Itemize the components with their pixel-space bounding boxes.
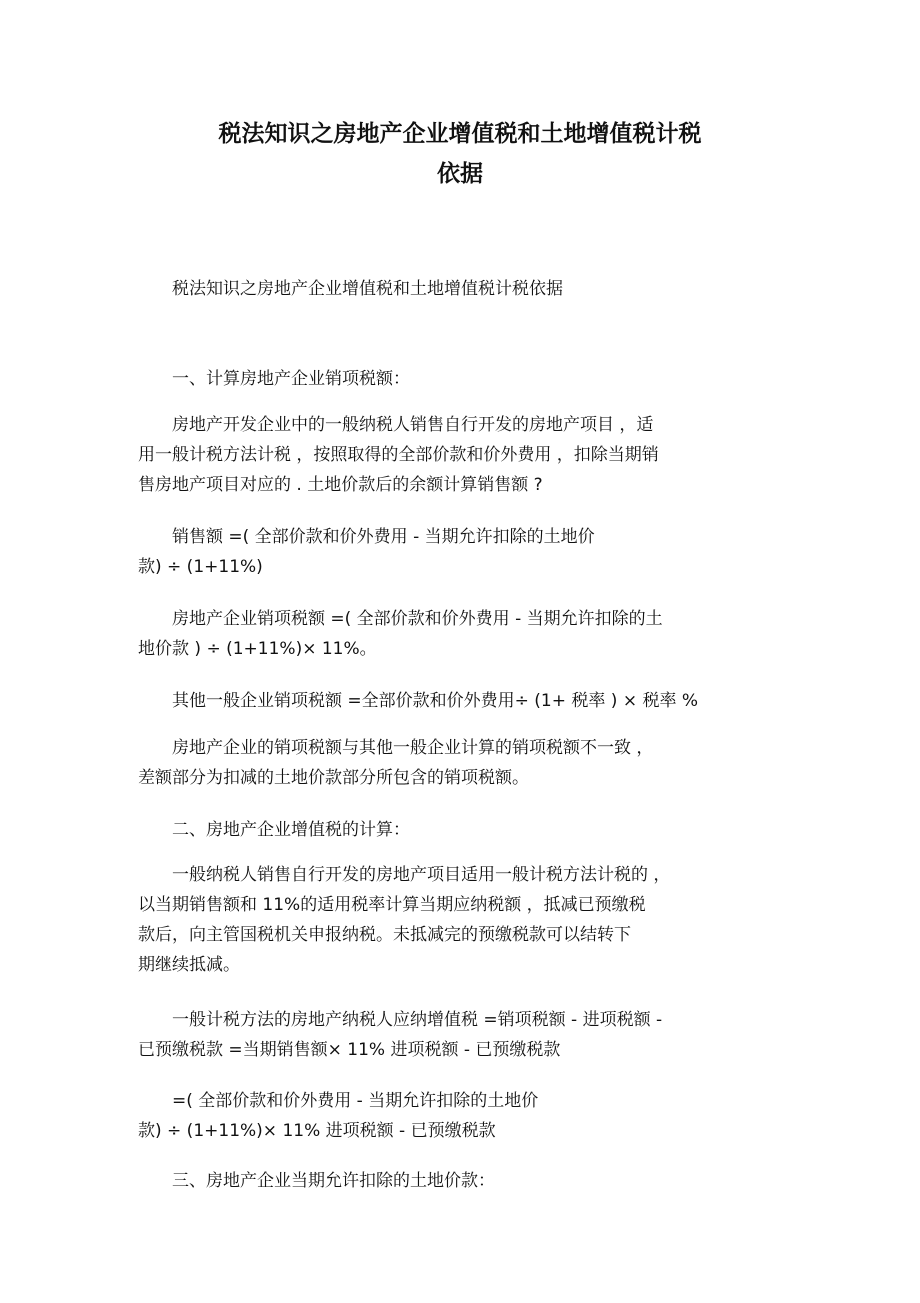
paragraph-line: 房地产企业的销项税额与其他一般企业计算的销项税额不一致 ， bbox=[172, 738, 654, 758]
section-heading-1-text: 一、计算房地产企业销项税额： bbox=[172, 369, 410, 389]
doc-title-line1: 税法知识之房地产企业增值税和土地增值税计税 bbox=[218, 121, 702, 147]
section-heading-2 bbox=[138, 815, 778, 845]
subtitle-text: 税法知识之房地产企业增值税和土地增值税计税依据 bbox=[172, 279, 563, 299]
formula-line: 一般计税方法的房地产纳税人应纳增值税 =销项税额 - 进项税额 - bbox=[172, 1010, 663, 1030]
paragraph-line: 款后，向主管国税机关申报纳税。未抵减完的预缴税款可以结转下 bbox=[138, 925, 631, 945]
paragraph-4 bbox=[138, 686, 778, 716]
paragraph-line: 售房地产项目对应的 . 土地价款后的余额计算销售额 ? bbox=[138, 475, 543, 495]
paragraph-1 bbox=[138, 410, 778, 500]
paragraph-2 bbox=[138, 522, 778, 582]
paragraph-8 bbox=[138, 1086, 778, 1146]
paragraph-line: 期继续抵减。 bbox=[138, 955, 240, 975]
paragraph-5 bbox=[138, 733, 778, 793]
paragraph-line: 房地产开发企业中的一般纳税人销售自行开发的房地产项目 ，适 bbox=[172, 415, 654, 435]
formula-line: 房地产企业销项税额 =( 全部价款和价外费用 - 当期允许扣除的土 bbox=[172, 609, 663, 629]
paragraph-line: 差额部分为扣减的土地价款部分所包含的销项税额。 bbox=[138, 768, 529, 788]
formula-line: 已预缴税款 =当期销售额× 11% 进项税额 - 已预缴税款 bbox=[138, 1040, 561, 1060]
section-heading-3-text: 三、房地产企业当期允许扣除的土地价款： bbox=[172, 1171, 495, 1191]
paragraph-line: 用一般计税方法计税 ，按照取得的全部价款和价外费用 ，扣除当期销 bbox=[138, 445, 659, 465]
paragraph-7 bbox=[138, 1005, 778, 1065]
formula-line: =( 全部价款和价外费用 - 当期允许扣除的土地价 bbox=[172, 1091, 539, 1111]
formula-line: 其他一般企业销项税额 =全部价款和价外费用÷ (1+ 税率 ) × 税率 % bbox=[172, 691, 699, 711]
doc-title-line2: 依据 bbox=[437, 161, 483, 187]
formula-line: 款) ÷ (1+11%) bbox=[138, 557, 263, 577]
formula-line: 地价款 ) ÷ (1+11%)× 11%。 bbox=[138, 639, 377, 659]
section-heading-1 bbox=[138, 364, 778, 394]
paragraph-6 bbox=[138, 860, 778, 980]
paragraph-line: 一般纳税人销售自行开发的房地产项目适用一般计税方法计税的 ， bbox=[172, 865, 671, 885]
section-heading-2-text: 二、房地产企业增值税的计算： bbox=[172, 820, 410, 840]
doc-subtitle bbox=[138, 274, 778, 304]
paragraph-3 bbox=[138, 604, 778, 664]
section-heading-3 bbox=[138, 1166, 778, 1196]
paragraph-line: 以当期销售额和 11%的适用税率计算当期应纳税额 ，抵减已预缴税 bbox=[138, 895, 646, 915]
formula-line: 款) ÷ (1+11%)× 11% 进项税额 - 已预缴税款 bbox=[138, 1121, 496, 1141]
formula-line: 销售额 =( 全部价款和价外费用 - 当期允许扣除的土地价 bbox=[172, 527, 595, 547]
